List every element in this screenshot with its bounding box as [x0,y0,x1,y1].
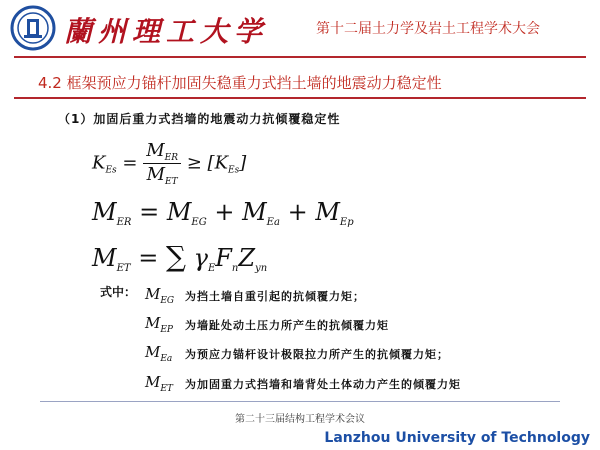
definitions-label: 式中： [100,285,137,299]
definition-item: $M_{ET}$ [145,373,173,394]
footer-meeting: 第二十三届结构工程学术会议 [235,414,365,425]
equation-resisting-moment: $M_{ER} = M_{EG} + M_{Ea} + M_{Ep}$ [92,198,354,228]
definition-item: $M_{EP}$ [145,314,173,335]
conference-title: 第十二届土力学及岩土工程学术大会 [316,21,540,37]
section-title: 4.2 框架预应力锚杆加固失稳重力式挡土墙的地震动力稳定性 [38,74,442,92]
definition-item: $M_{EG}$ [145,285,175,306]
header-divider [14,56,586,58]
section-divider [14,97,586,99]
section-subtitle: （1）加固后重力式挡墙的地震动力抗倾覆稳定性 [58,112,341,126]
definition-item: $M_{Ea}$ [145,343,173,364]
definition-desc: 为加固重力式挡墙和墙背处土体动力产生的倾覆力矩 [185,378,461,391]
definition-desc: 为挡土墙自重引起的抗倾覆力矩； [185,290,365,303]
definition-desc: 为预应力锚杆设计极限拉力所产生的抗倾覆力矩； [185,348,449,361]
equation-overturning-moment: $M_{ET}$ = ∑ $\gamma_EF_nZ_{yn}$ [92,240,268,274]
footer-university-en: Lanzhou University of Technology [324,430,590,446]
university-name-calligraphy: 蘭州理工大学 [64,15,269,48]
university-logo-icon [10,5,56,51]
equation-safety-factor: $K_{Es}$ = $\frac{M_{ER}}{M_{ET}}$ ≥ $[K_{Es}]$ [92,140,247,187]
footer-divider [40,401,560,402]
equation-fraction: $\frac{M_{ER}}{M_{ET}}$ [143,140,181,187]
definition-desc: 为墙趾处动土压力所产生的抗倾覆力矩 [185,319,389,332]
